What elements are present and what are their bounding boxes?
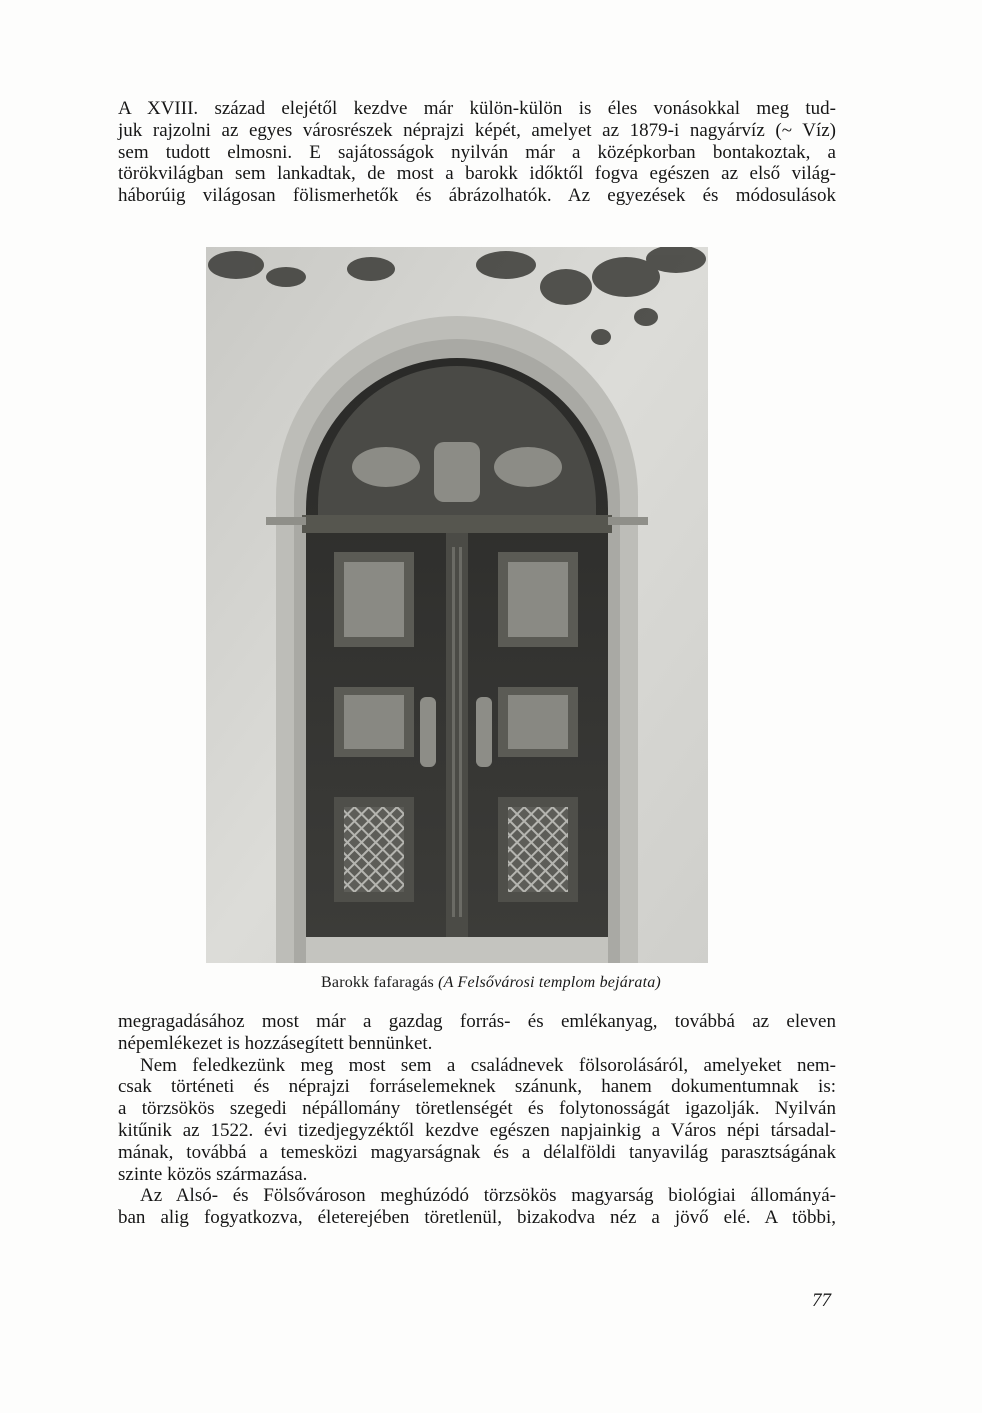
text-line: Nem feledkezünk meg most sem a családnevek fölsorolásáról, amelyeket nem- <box>140 1054 836 1076</box>
figure-caption <box>0 974 982 992</box>
baroque-door-photo <box>206 247 708 963</box>
text-line: népemlékezet is hozzásegített bennünket. <box>118 1032 433 1054</box>
text-line: mának, továbbá a temesközi magyarságnak és a délalföldi tanyavilág parasztságának <box>118 1141 836 1163</box>
text-line: Az Alsó- és Fölsővároson meghúzódó törzsökös magyarság biológiai állományá- <box>140 1185 836 1207</box>
caption-italic: (A Felsővárosi templom bejárata) <box>438 974 661 991</box>
text-line: sem tudott elmosni. E sajátosságok nyilván már a középkorban bontakoztak, a <box>118 141 836 163</box>
text-line: csak történeti és néprajzi forráselemeknek szánunk, hanem dokumentumnak is: <box>118 1076 836 1098</box>
caption-text: Barokk fafaragás <box>321 974 434 991</box>
top-paragraph <box>118 98 836 207</box>
text-line: megragadásához most már a gazdag forrás- és emlékanyag, továbbá az eleven <box>118 1011 836 1032</box>
text-line: A XVIII. század elejétől kezdve már külön-külön is éles vonásokkal meg tud- <box>118 98 836 119</box>
text-line: törökvilágban sem lankadtak, de most a barokk időktől fogva egészen az első világ- <box>118 163 836 185</box>
text-line: a törzsökös szegedi népállomány töretlenségét és folytonosságát igazolják. Nyilván <box>118 1098 836 1120</box>
text-line: háborúig világosan fölismerhetők és ábrázolhatók. Az egyezések és módosulások <box>118 185 836 207</box>
text-line: juk rajzolni az egyes városrészek néprajzi képét, amelyet az 1879-i nagyárvíz (~ Víz) <box>118 119 836 141</box>
bottom-text <box>118 1011 836 1229</box>
text-line: szinte közös származása. <box>118 1163 308 1185</box>
text-line: kitűnik az 1522. évi tizedjegyzéktől kezdve egészen napjainkig a Város népi társadal- <box>118 1119 836 1141</box>
text-line: ban alig fogyatkozva, életerejében töretlenül, bizakodva néz a jövő elé. A többi, <box>118 1207 836 1229</box>
page-number: 77 <box>812 1290 831 1311</box>
